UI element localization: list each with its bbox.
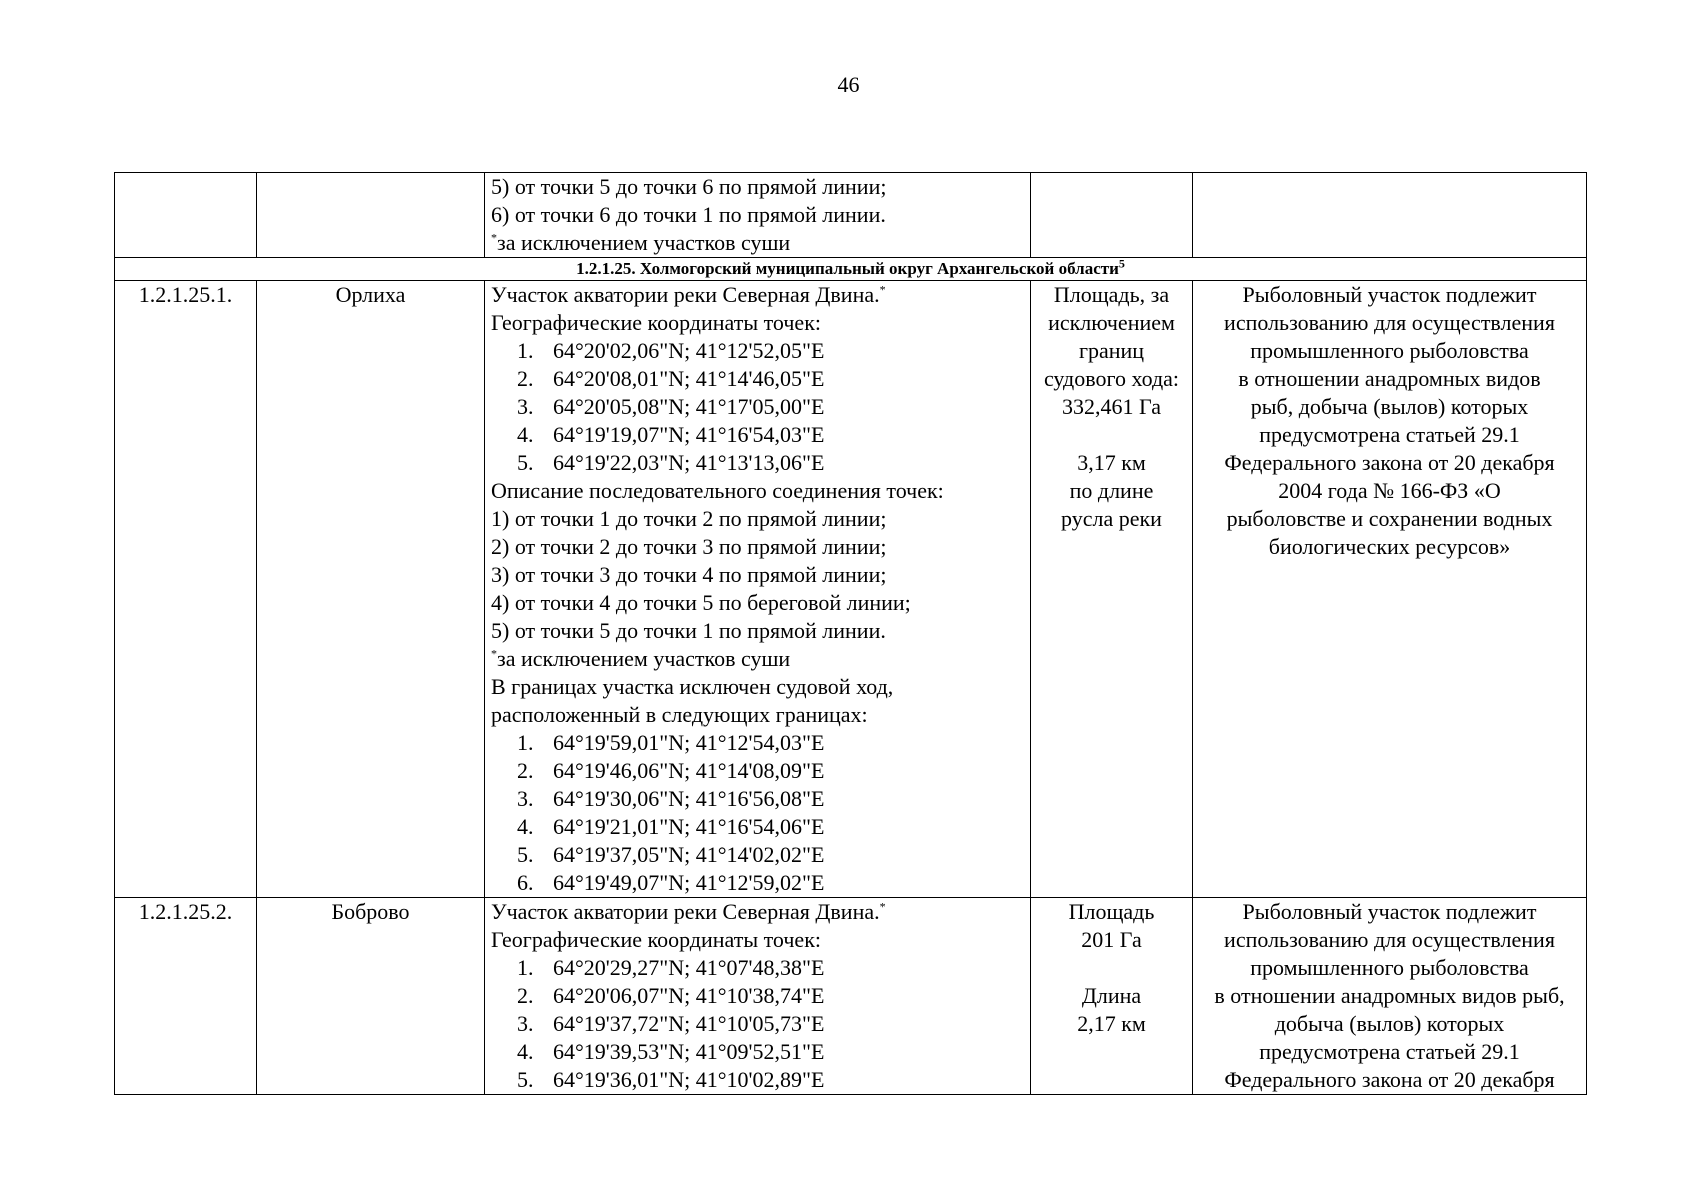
description-intro: Участок акватории реки Северная Двина.* — [491, 899, 886, 924]
coordinate-item: 1. 64°20'29,27"N; 41°07'48,38"E — [517, 955, 825, 980]
cell-name: Боброво — [257, 898, 485, 1095]
footnote-mark: * — [879, 282, 886, 297]
area-line: Площадь, за — [1053, 282, 1170, 307]
cell-note — [1193, 173, 1587, 258]
coordinate-item: 6. 64°19'49,07"N; 41°12'59,02"E — [517, 870, 825, 895]
footnote-line: *за исключением участков суши — [491, 646, 791, 671]
table-row-continuation — [115, 173, 1587, 258]
cell-code: 1.2.1.25.1. — [115, 281, 257, 898]
note-line: предусмотрена статьей 29.1 — [1259, 422, 1520, 447]
note-line: Рыболовный участок подлежит — [1242, 282, 1537, 307]
exclusion-coordinate-list — [491, 729, 1024, 897]
coordinate-item: 5. 64°19'36,01"N; 41°10'02,89"E — [517, 1067, 825, 1092]
table-row — [115, 898, 1587, 1095]
cell-code: 1.2.1.25.2. — [115, 898, 257, 1095]
description-line: 4) от точки 4 до точки 5 по береговой линии; — [491, 590, 911, 615]
coordinate-item: 4. 64°19'39,53"N; 41°09'52,51"E — [517, 1039, 825, 1064]
footnote-mark: * — [879, 899, 886, 914]
note-line: использованию для осуществления — [1224, 310, 1555, 335]
desc-heading: Описание последовательного соединения точек: — [491, 478, 944, 503]
section-title: 1.2.1.25. Холмогорский муниципальный округ Архангельской области — [576, 259, 1119, 278]
page-number: 46 — [837, 72, 860, 97]
description-line: 3) от точки 3 до точки 4 по прямой линии; — [491, 562, 887, 587]
coordinate-item: 1. 64°20'02,06"N; 41°12'52,05"E — [517, 338, 825, 363]
description-line: 5) от точки 5 до точки 6 по прямой линии; — [491, 174, 887, 199]
exclusion-heading: В границах участка исключен судовой ход, — [491, 674, 894, 699]
cell-area — [1031, 173, 1193, 258]
coordinate-item: 5. 64°19'22,03"N; 41°13'13,06"E — [517, 450, 825, 475]
description-line: 2) от точки 2 до точки 3 по прямой линии; — [491, 534, 887, 559]
cell-area — [1031, 898, 1193, 1095]
note-line: рыболовстве и сохранении водных — [1226, 506, 1553, 531]
coordinate-item: 1. 64°19'59,01"N; 41°12'54,03"E — [517, 730, 825, 755]
coordinate-item: 2. 64°20'08,01"N; 41°14'46,05"E — [517, 366, 825, 391]
note-line: биологических ресурсов» — [1268, 534, 1511, 559]
section-footnote-ref: 5 — [1118, 256, 1125, 271]
note-line: Рыболовный участок подлежит — [1242, 899, 1537, 924]
area-line: границ — [1078, 338, 1145, 363]
coordinate-list — [491, 337, 1024, 477]
coords-heading: Географические координаты точек: — [491, 310, 821, 335]
note-line: в отношении анадромных видов — [1238, 366, 1541, 391]
description-intro: Участок акватории реки Северная Двина.* — [491, 282, 886, 307]
coordinate-list — [491, 954, 1024, 1094]
note-line: промышленного рыболовства — [1250, 955, 1529, 980]
note-line: промышленного рыболовства — [1250, 338, 1529, 363]
area-value: 201 Га — [1081, 927, 1142, 952]
footnote-mark: * — [491, 646, 497, 661]
area-value: 332,461 Га — [1062, 394, 1161, 419]
note-line: предусмотрена статьей 29.1 — [1259, 1039, 1520, 1064]
coordinate-item: 4. 64°19'19,07"N; 41°16'54,03"E — [517, 422, 825, 447]
description-line: 6) от точки 6 до точки 1 по прямой линии. — [491, 202, 886, 227]
note-line: рыб, добыча (вылов) которых — [1250, 394, 1529, 419]
cell-description — [485, 173, 1031, 258]
coordinate-item: 3. 64°19'37,72"N; 41°10'05,73"E — [517, 1011, 825, 1036]
note-line: Федерального закона от 20 декабря — [1224, 1067, 1555, 1092]
area-line: судового хода: — [1043, 366, 1180, 391]
note-line: Федерального закона от 20 декабря — [1224, 450, 1555, 475]
table-row — [115, 281, 1587, 898]
cell-area — [1031, 281, 1193, 898]
coordinate-item: 5. 64°19'37,05"N; 41°14'02,02"E — [517, 842, 825, 867]
description-line: 5) от точки 5 до точки 1 по прямой линии. — [491, 618, 886, 643]
area-line: исключением — [1048, 310, 1175, 335]
note-line: 2004 года № 166-ФЗ «О — [1278, 478, 1501, 503]
length-line: Длина — [1081, 983, 1142, 1008]
length-line: по длине — [1069, 478, 1154, 503]
note-line: использованию для осуществления — [1224, 927, 1555, 952]
note-line: в отношении анадромных видов рыб, — [1214, 983, 1565, 1008]
cell-code — [115, 173, 257, 258]
exclusion-heading: расположенный в следующих границах: — [491, 702, 868, 727]
cell-description — [485, 281, 1031, 898]
fishing-areas-table — [114, 172, 1587, 1095]
note-line: добыча (вылов) которых — [1274, 1011, 1505, 1036]
coords-heading: Географические координаты точек: — [491, 927, 821, 952]
cell-description — [485, 898, 1031, 1095]
footnote-line — [491, 229, 1024, 257]
footnote-text: за исключением участков суши — [497, 230, 791, 255]
section-row — [115, 258, 1587, 281]
coordinate-item: 3. 64°20'05,08"N; 41°17'05,00"E — [517, 394, 825, 419]
cell-note — [1193, 281, 1587, 898]
coordinate-item: 2. 64°19'46,06"N; 41°14'08,09"E — [517, 758, 825, 783]
description-line: 1) от точки 1 до точки 2 по прямой линии; — [491, 506, 887, 531]
coordinate-item: 2. 64°20'06,07"N; 41°10'38,74"E — [517, 983, 825, 1008]
length-value: 2,17 км — [1077, 1011, 1146, 1036]
length-line: русла реки — [1061, 506, 1162, 531]
section-heading — [115, 258, 1587, 281]
footnote-mark: * — [491, 230, 497, 245]
cell-name — [257, 173, 485, 258]
cell-note — [1193, 898, 1587, 1095]
coordinate-item: 3. 64°19'30,06"N; 41°16'56,08"E — [517, 786, 825, 811]
length-value: 3,17 км — [1077, 450, 1146, 475]
cell-name: Орлиха — [257, 281, 485, 898]
coordinate-item: 4. 64°19'21,01"N; 41°16'54,06"E — [517, 814, 825, 839]
area-line: Площадь — [1068, 899, 1155, 924]
